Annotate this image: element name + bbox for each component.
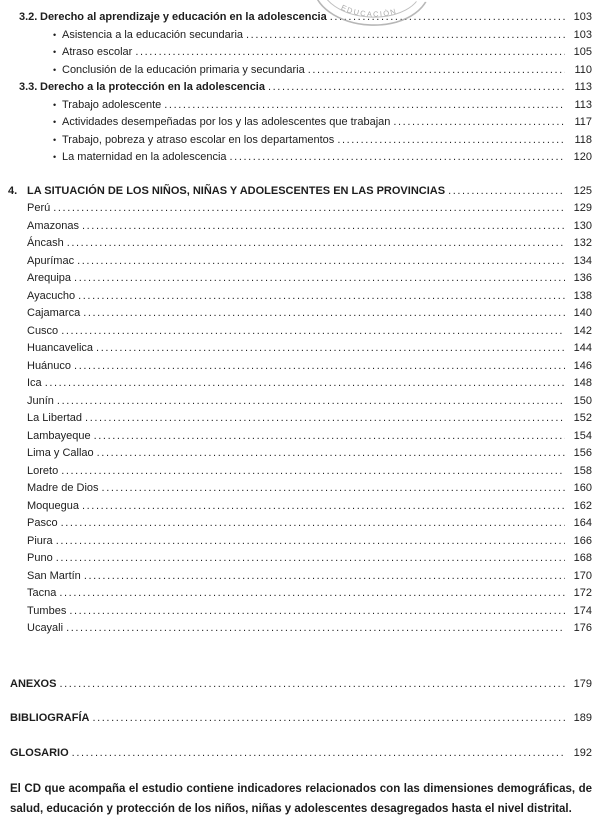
toc-entry-label: LA SITUACIÓN DE LOS NIÑOS, NIÑAS Y ADOLESCENTES EN LAS PROVINCIAS	[27, 184, 446, 197]
dot-leader	[66, 603, 565, 621]
toc-entry-label: Apurímac	[27, 254, 75, 267]
toc-bullet-entry	[0, 62, 592, 80]
toc-entry-page: 117	[574, 116, 592, 128]
toc-entry	[0, 340, 592, 358]
toc-entry	[0, 533, 592, 551]
toc-entry-page: 113	[574, 81, 592, 93]
toc-entry-label: Derecho al aprendizaje y educación en la adolescencia	[40, 11, 327, 23]
toc-entry	[0, 550, 592, 568]
toc-entry-label: Madre de Dios	[27, 482, 99, 494]
toc-entry	[0, 305, 592, 323]
dot-leader	[390, 114, 565, 132]
toc-entry-page: 134	[573, 254, 592, 267]
toc-entry-label: Tacna	[27, 587, 57, 599]
toc-entry-page: 136	[573, 272, 592, 284]
toc-entry-label: Junín	[27, 394, 54, 407]
toc-backmatter-entry	[0, 676, 592, 694]
toc-entry-number: 3.2.	[19, 11, 38, 23]
toc-entry	[0, 568, 592, 586]
toc-entry-label: Perú	[27, 202, 51, 214]
toc-entry	[0, 463, 592, 481]
toc-entry-page: 168	[573, 552, 592, 564]
toc-entry-page: 110	[574, 63, 592, 76]
dot-leader	[58, 515, 565, 533]
toc-entry-label: Conclusión de la educación primaria y secundaria	[62, 63, 305, 76]
toc-entry-page: 156	[573, 447, 592, 459]
dot-leader	[69, 745, 565, 763]
toc-entry-label: Lima y Callao	[27, 447, 94, 459]
toc-entry-page: 146	[573, 359, 592, 372]
dot-leader	[99, 480, 565, 498]
bullet-icon: •	[53, 47, 57, 57]
footer-line-2: salud, educación y protección de los niños, niñas y adolescentes desagregados hasta el nivel distrital.	[10, 802, 572, 815]
dot-leader	[58, 323, 565, 341]
toc-entry-label: Piura	[27, 534, 53, 547]
toc-entry	[0, 358, 592, 376]
toc-entry-label: Ayacucho	[27, 289, 76, 302]
bullet-icon: •	[53, 134, 57, 145]
toc-entry-label: Ica	[27, 377, 42, 389]
dot-leader	[265, 79, 565, 97]
toc-entry-label: Tumbes	[27, 604, 67, 617]
toc-entry-page: 129	[573, 202, 592, 214]
toc-entry	[0, 393, 592, 411]
dot-leader	[243, 27, 565, 45]
dot-leader	[64, 235, 565, 253]
toc-entry-label: Cusco	[27, 324, 59, 337]
toc-entry-label: GLOSARIO	[10, 746, 69, 759]
dot-leader	[89, 710, 565, 728]
bullet-icon: •	[53, 117, 57, 127]
toc-entry-page: 176	[573, 622, 592, 634]
toc-entry-page: 154	[573, 429, 592, 442]
toc-entry-page: 118	[574, 133, 592, 146]
toc-entry-label: Loreto	[27, 464, 59, 477]
toc-entry-label: Derecho a la protección en la adolescencia	[40, 81, 265, 93]
toc-entry-label: Cajamarca	[27, 307, 81, 319]
toc-section-entry	[0, 183, 592, 201]
toc-bullet-entry	[0, 132, 592, 150]
dot-leader	[93, 340, 565, 358]
toc-entry	[0, 200, 592, 218]
toc-entry-label: Arequipa	[27, 272, 72, 284]
toc-entry	[0, 410, 592, 428]
dot-leader	[42, 375, 565, 393]
toc-entry-label: ANEXOS	[10, 677, 57, 690]
toc-entry-label: Huancavelica	[27, 342, 94, 354]
toc-bullet-entry	[0, 44, 592, 62]
dot-leader	[56, 676, 565, 694]
toc-entry-label: Lambayeque	[27, 429, 91, 442]
dot-leader	[81, 568, 565, 586]
toc-entry-label: Moquegua	[27, 499, 79, 512]
toc-entry-number: 3.3.	[19, 81, 38, 93]
toc-entry	[0, 270, 592, 288]
toc-entry-page: 144	[573, 342, 592, 354]
toc-entry-number: 4.	[8, 184, 18, 197]
toc-entry	[0, 445, 592, 463]
toc-entry	[0, 515, 592, 533]
toc-entry	[0, 428, 592, 446]
toc-entry	[0, 235, 592, 253]
dot-leader	[445, 183, 565, 201]
dot-leader	[94, 445, 565, 463]
bullet-icon: •	[53, 99, 57, 110]
dot-leader	[227, 149, 565, 167]
dot-leader	[58, 463, 565, 481]
toc-entry-page: 150	[573, 394, 592, 407]
toc-entry-page: 132	[573, 237, 592, 249]
dot-leader	[54, 393, 565, 411]
dot-leader	[56, 585, 565, 603]
dot-leader	[161, 97, 565, 115]
dot-leader	[82, 410, 565, 428]
toc-entry-label: La maternidad en la adolescencia	[62, 151, 227, 163]
bullet-icon: •	[53, 29, 57, 40]
toc-entry-label: Actividades desempeñadas por los y las adolescentes que trabajan	[62, 116, 391, 128]
bullet-icon: •	[53, 64, 57, 75]
toc-entry-page: 138	[573, 289, 592, 302]
toc-entry	[0, 498, 592, 516]
toc-entry-label: Pasco	[27, 517, 58, 529]
toc-bullet-entry	[0, 27, 592, 45]
dot-leader	[79, 498, 565, 516]
toc-bullet-entry	[0, 114, 592, 132]
bullet-icon: •	[53, 152, 57, 162]
dot-leader	[80, 305, 565, 323]
dot-leader	[53, 550, 565, 568]
toc-entry-page: 160	[573, 482, 592, 494]
toc-entry-page: 172	[573, 587, 592, 599]
dot-leader	[91, 428, 565, 446]
toc-entry-page: 179	[573, 677, 592, 690]
toc-entry-page: 130	[573, 219, 592, 232]
toc-entry	[0, 253, 592, 271]
dot-leader	[79, 218, 565, 236]
toc-entry-page: 189	[573, 712, 592, 724]
toc-entry-page: 103	[573, 11, 592, 23]
toc-entry-page: 164	[573, 517, 592, 529]
toc-bullet-entry	[0, 97, 592, 115]
toc-entry-label: Trabajo adolescente	[62, 98, 162, 111]
toc-entry-page: 174	[573, 604, 592, 617]
toc-entry-page: 125	[573, 184, 592, 197]
footer-note	[10, 780, 592, 819]
dot-leader	[63, 620, 565, 638]
toc-bullet-entry	[0, 149, 592, 167]
toc-entry-page: 170	[573, 569, 592, 582]
toc-entry-page: 140	[573, 307, 592, 319]
toc-entry-label: Ucayali	[27, 622, 64, 634]
toc-entry	[0, 375, 592, 393]
toc-entry	[0, 620, 592, 638]
dot-leader	[50, 200, 565, 218]
toc-entry-page: 166	[573, 534, 592, 547]
toc-entry-page: 152	[573, 412, 592, 424]
toc-section-entry	[0, 9, 592, 27]
toc-entry-page: 192	[573, 746, 592, 759]
toc-entry-label: Áncash	[27, 237, 64, 249]
toc-entry-label: Asistencia a la educación secundaria	[62, 28, 244, 41]
toc-entry	[0, 323, 592, 341]
toc-entry-label: Huánuco	[27, 359, 72, 372]
toc-backmatter-entry	[0, 710, 592, 728]
toc-entry-page: 148	[573, 377, 592, 389]
toc-entry-page: 103	[573, 28, 592, 41]
toc-entry	[0, 288, 592, 306]
toc-entry-label: Atraso escolar	[62, 46, 133, 58]
dot-leader	[334, 132, 565, 150]
toc-entry-page: 105	[573, 46, 592, 58]
dot-leader	[53, 533, 565, 551]
dot-leader	[305, 62, 565, 80]
toc-entry-label: San Martín	[27, 569, 81, 582]
toc-entry-page: 158	[573, 464, 592, 477]
toc-backmatter-entry	[0, 745, 592, 763]
dot-leader	[71, 270, 565, 288]
toc-entry-label: BIBLIOGRAFÍA	[10, 712, 90, 724]
toc-entry-label: Puno	[27, 552, 53, 564]
footer-line-1: El CD que acompaña el estudio contiene indicadores relacionados con las dimensiones demográficas, de	[10, 783, 592, 795]
toc-entry	[0, 218, 592, 236]
dot-leader	[75, 288, 565, 306]
toc-entry	[0, 585, 592, 603]
toc-entry-page: 113	[574, 98, 592, 111]
toc-entry-label: Amazonas	[27, 219, 79, 232]
dot-leader	[74, 253, 565, 271]
toc-entry	[0, 480, 592, 498]
toc-entry	[0, 603, 592, 621]
toc-entry-page: 120	[573, 151, 592, 163]
dot-leader	[132, 44, 565, 62]
stamp-text: EDUCACIÓN	[339, 2, 399, 19]
toc-section-entry	[0, 79, 592, 97]
toc-entry-label: Trabajo, pobreza y atraso escolar en los departamentos	[62, 133, 335, 146]
dot-leader	[327, 9, 565, 27]
toc-entry-page: 142	[573, 324, 592, 337]
toc-entry-page: 162	[573, 499, 592, 512]
dot-leader	[71, 358, 565, 376]
toc-entry-label: La Libertad	[27, 412, 83, 424]
